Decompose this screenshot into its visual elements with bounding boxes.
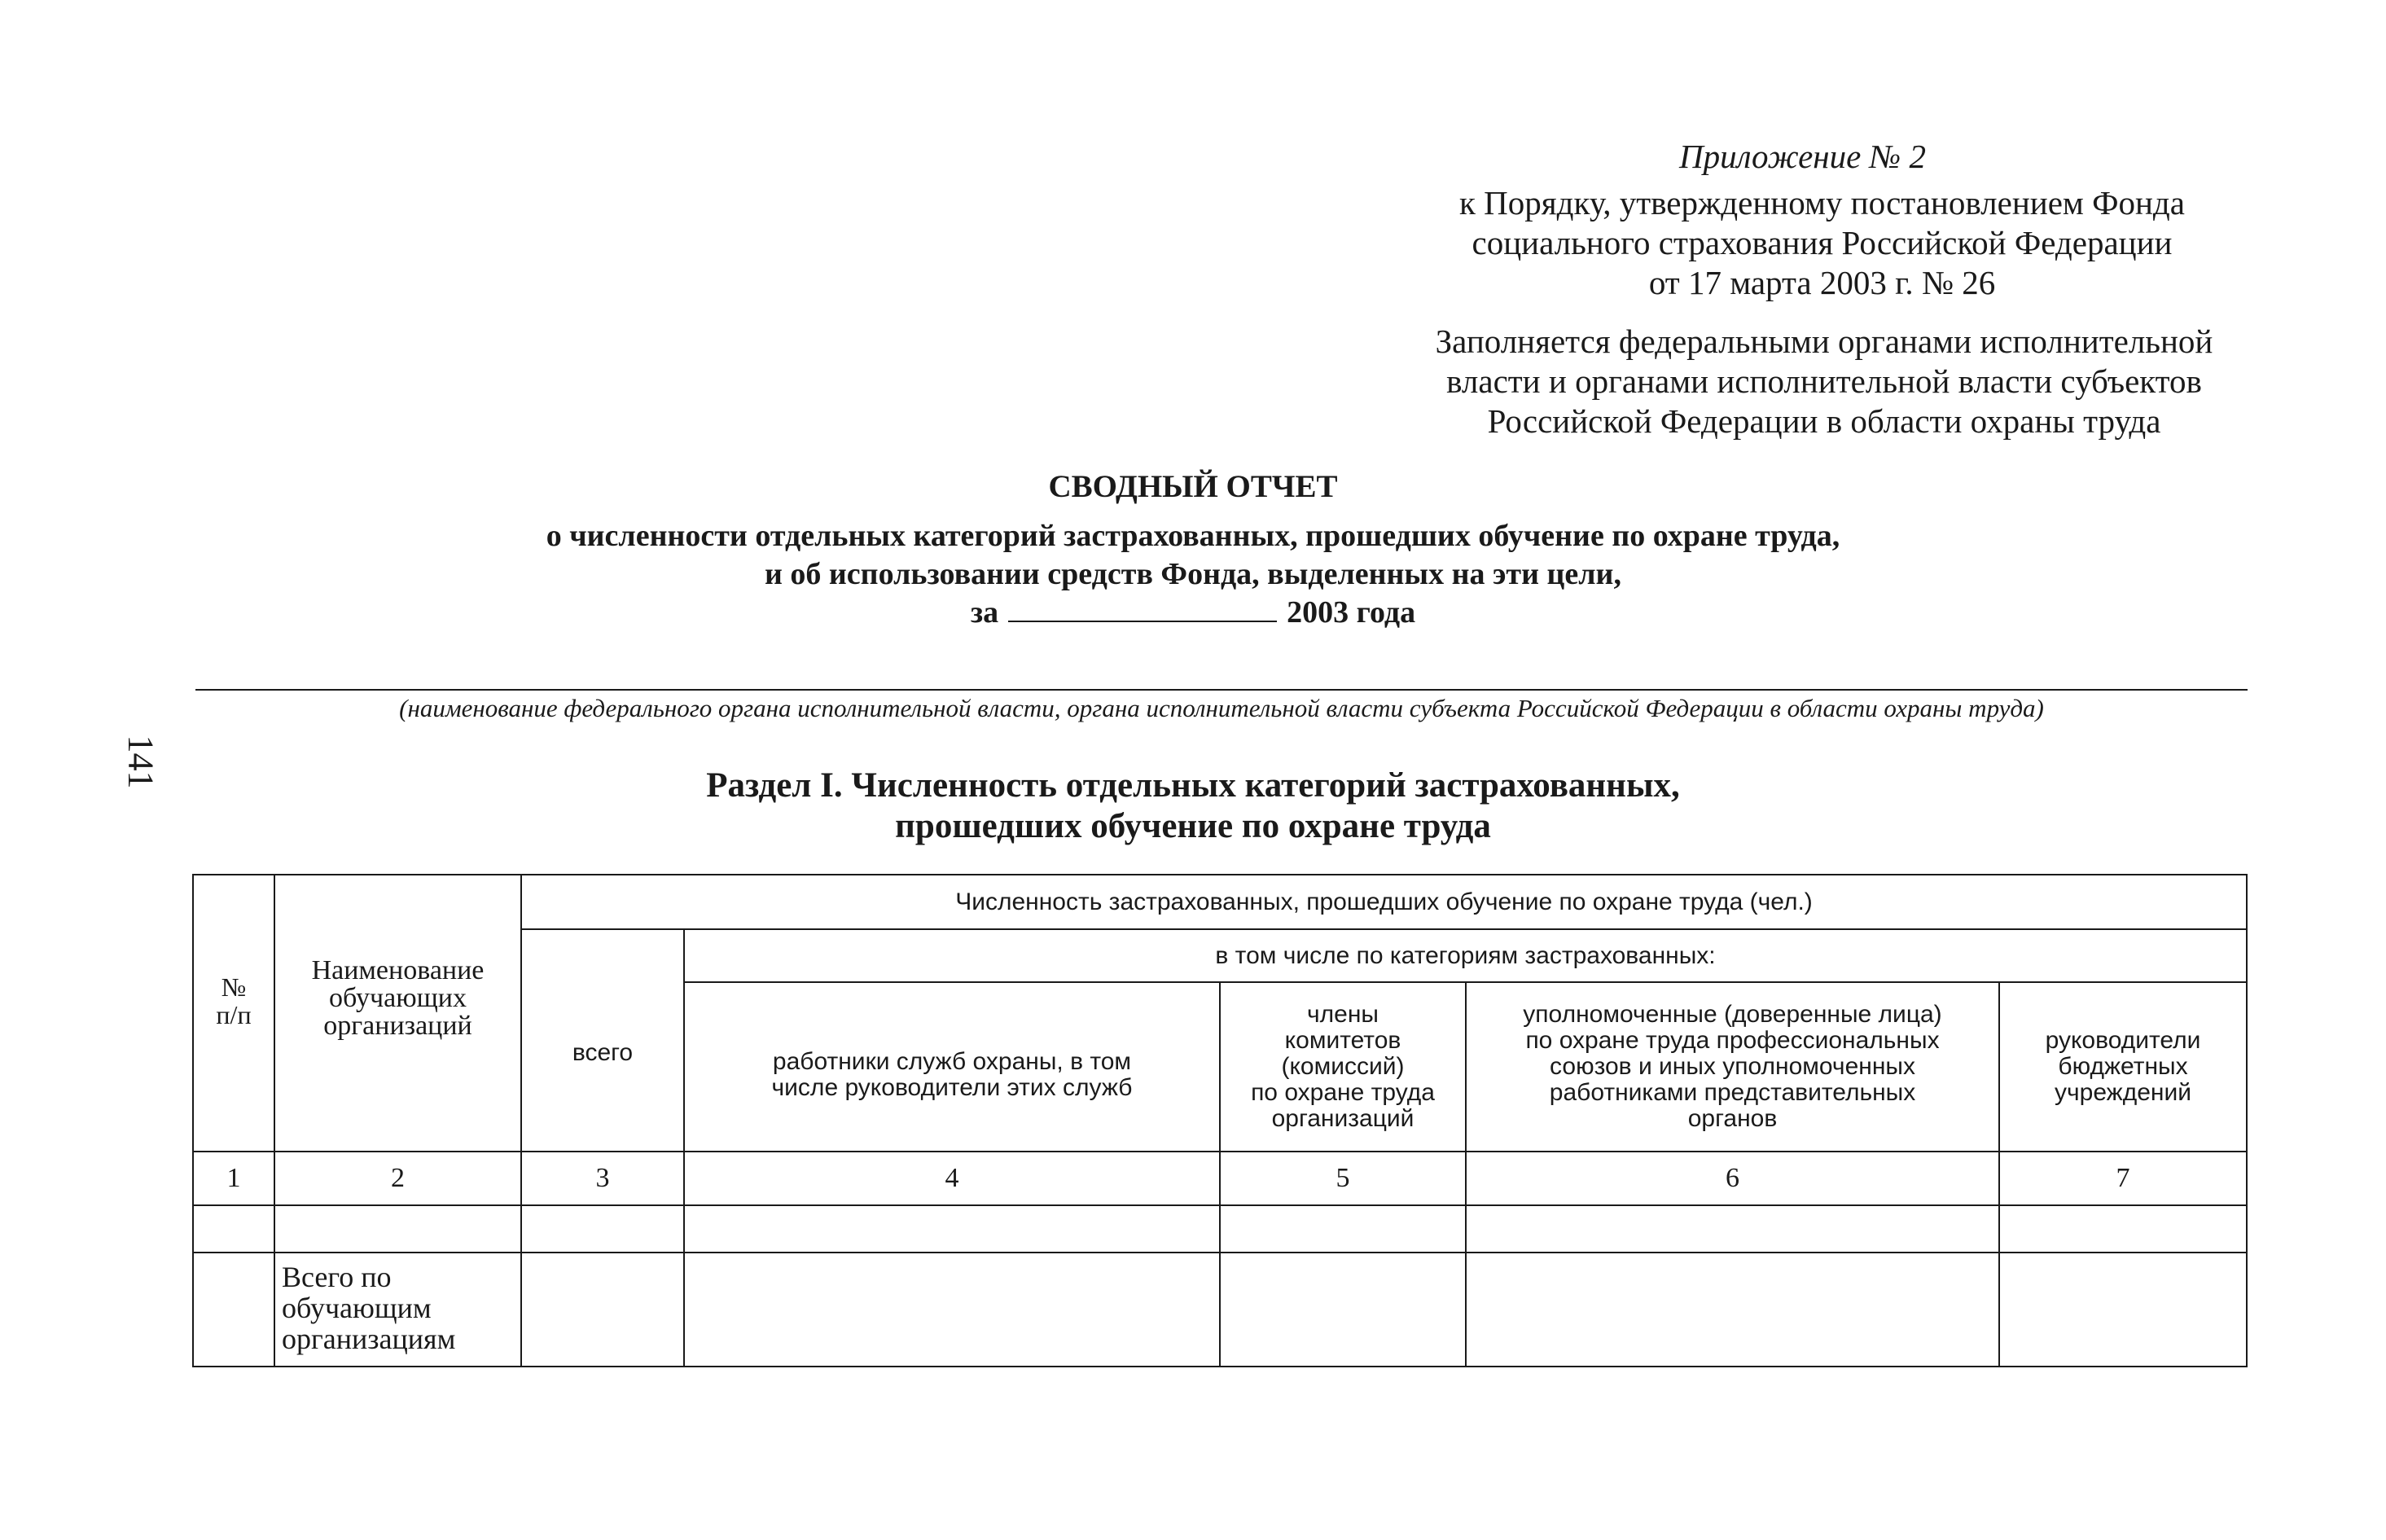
section-title <box>0 766 2386 847</box>
col-number-header: № п/п <box>193 875 274 1152</box>
col-representatives-header: уполномоченные (доверенные лица) по охране труда профессиональных союзов и иных уполномоченных работниками представительных органов <box>1466 982 1999 1152</box>
table-cell[interactable] <box>193 1205 274 1253</box>
table-cell[interactable] <box>1466 1253 1999 1367</box>
table-cell[interactable] <box>274 1205 521 1253</box>
fill-note-line: власти и органами исполнительной власти субъектов <box>1446 362 2202 400</box>
report-subtitle-line: и об использовании средств Фонда, выделенных на эти цели, <box>765 557 1621 591</box>
section-title-line: прошедших обучение по охране труда <box>895 807 1491 845</box>
col-committee-members-header: члены комитетов (комиссий) по охране труда организаций <box>1220 982 1466 1152</box>
fill-note <box>1376 322 2272 441</box>
column-number: 5 <box>1220 1152 1466 1205</box>
table-cell[interactable] <box>521 1253 684 1367</box>
col-budget-heads-header: руководители бюджетных учреждений <box>1999 982 2247 1152</box>
page-number: 141 <box>121 735 161 789</box>
column-number: 4 <box>684 1152 1220 1205</box>
table-cell[interactable] <box>193 1253 274 1367</box>
period-suffix: 2003 года <box>1287 595 1416 630</box>
organization-name-line[interactable] <box>195 689 2248 691</box>
training-table <box>192 874 2248 1367</box>
table-cell[interactable] <box>1999 1253 2247 1367</box>
appendix-title: Приложение № 2 <box>1679 138 1926 175</box>
table-cell[interactable] <box>684 1205 1220 1253</box>
column-number: 1 <box>193 1152 274 1205</box>
order-reference-line: социального страхования Российской Федерации <box>1472 224 2173 261</box>
period-blank-field[interactable] <box>1008 596 1277 622</box>
total-row <box>193 1253 2247 1367</box>
report-period <box>0 594 2386 632</box>
order-reference-line: к Порядку, утвержденному постановлением Фонда <box>1458 184 2185 222</box>
table-row <box>193 1205 2247 1253</box>
col-total-header: всего <box>521 929 684 1152</box>
fill-note-line: Заполняется федеральными органами исполнительной <box>1435 322 2213 360</box>
column-number: 3 <box>521 1152 684 1205</box>
column-number-row <box>193 1152 2247 1205</box>
section-title-line: Раздел I. Численность отдельных категорий застрахованных, <box>706 766 1680 805</box>
table-cell[interactable] <box>1220 1205 1466 1253</box>
report-subtitle-line: о численности отдельных категорий застрахованных, прошедших обучение по охране труда, <box>546 519 1840 553</box>
column-number: 7 <box>1999 1152 2247 1205</box>
report-title: СВОДНЫЙ ОТЧЕТ <box>1048 469 1338 504</box>
fill-note-line: Российской Федерации в области охраны труда <box>1487 402 2161 440</box>
subgroup-header: в том числе по категориям застрахованных: <box>684 929 2247 982</box>
table-cell[interactable] <box>1220 1253 1466 1367</box>
order-reference-line: от 17 марта 2003 г. № 26 <box>1648 264 1996 301</box>
table-cell[interactable] <box>521 1205 684 1253</box>
column-number: 2 <box>274 1152 521 1205</box>
col-safety-staff-header: работники служб охраны, в том числе руководители этих служб <box>684 982 1220 1152</box>
period-prefix: за <box>970 595 999 630</box>
table-cell[interactable] <box>1466 1205 1999 1253</box>
order-reference <box>1384 183 2260 303</box>
table-cell[interactable] <box>684 1253 1220 1367</box>
report-subtitle <box>0 517 2386 632</box>
group-header: Численность застрахованных, прошедших обучение по охране труда (чел.) <box>521 875 2247 929</box>
column-number: 6 <box>1466 1152 1999 1205</box>
col-organization-header: Наименование обучающих организаций <box>274 875 521 1152</box>
total-row-label: Всего по обучающим организациям <box>274 1253 521 1367</box>
organization-caption: (наименование федерального органа исполнительной власти, органа исполнительной власти субъекта Российской Федерации в области охраны труда) <box>399 694 2044 722</box>
table-cell[interactable] <box>1999 1205 2247 1253</box>
